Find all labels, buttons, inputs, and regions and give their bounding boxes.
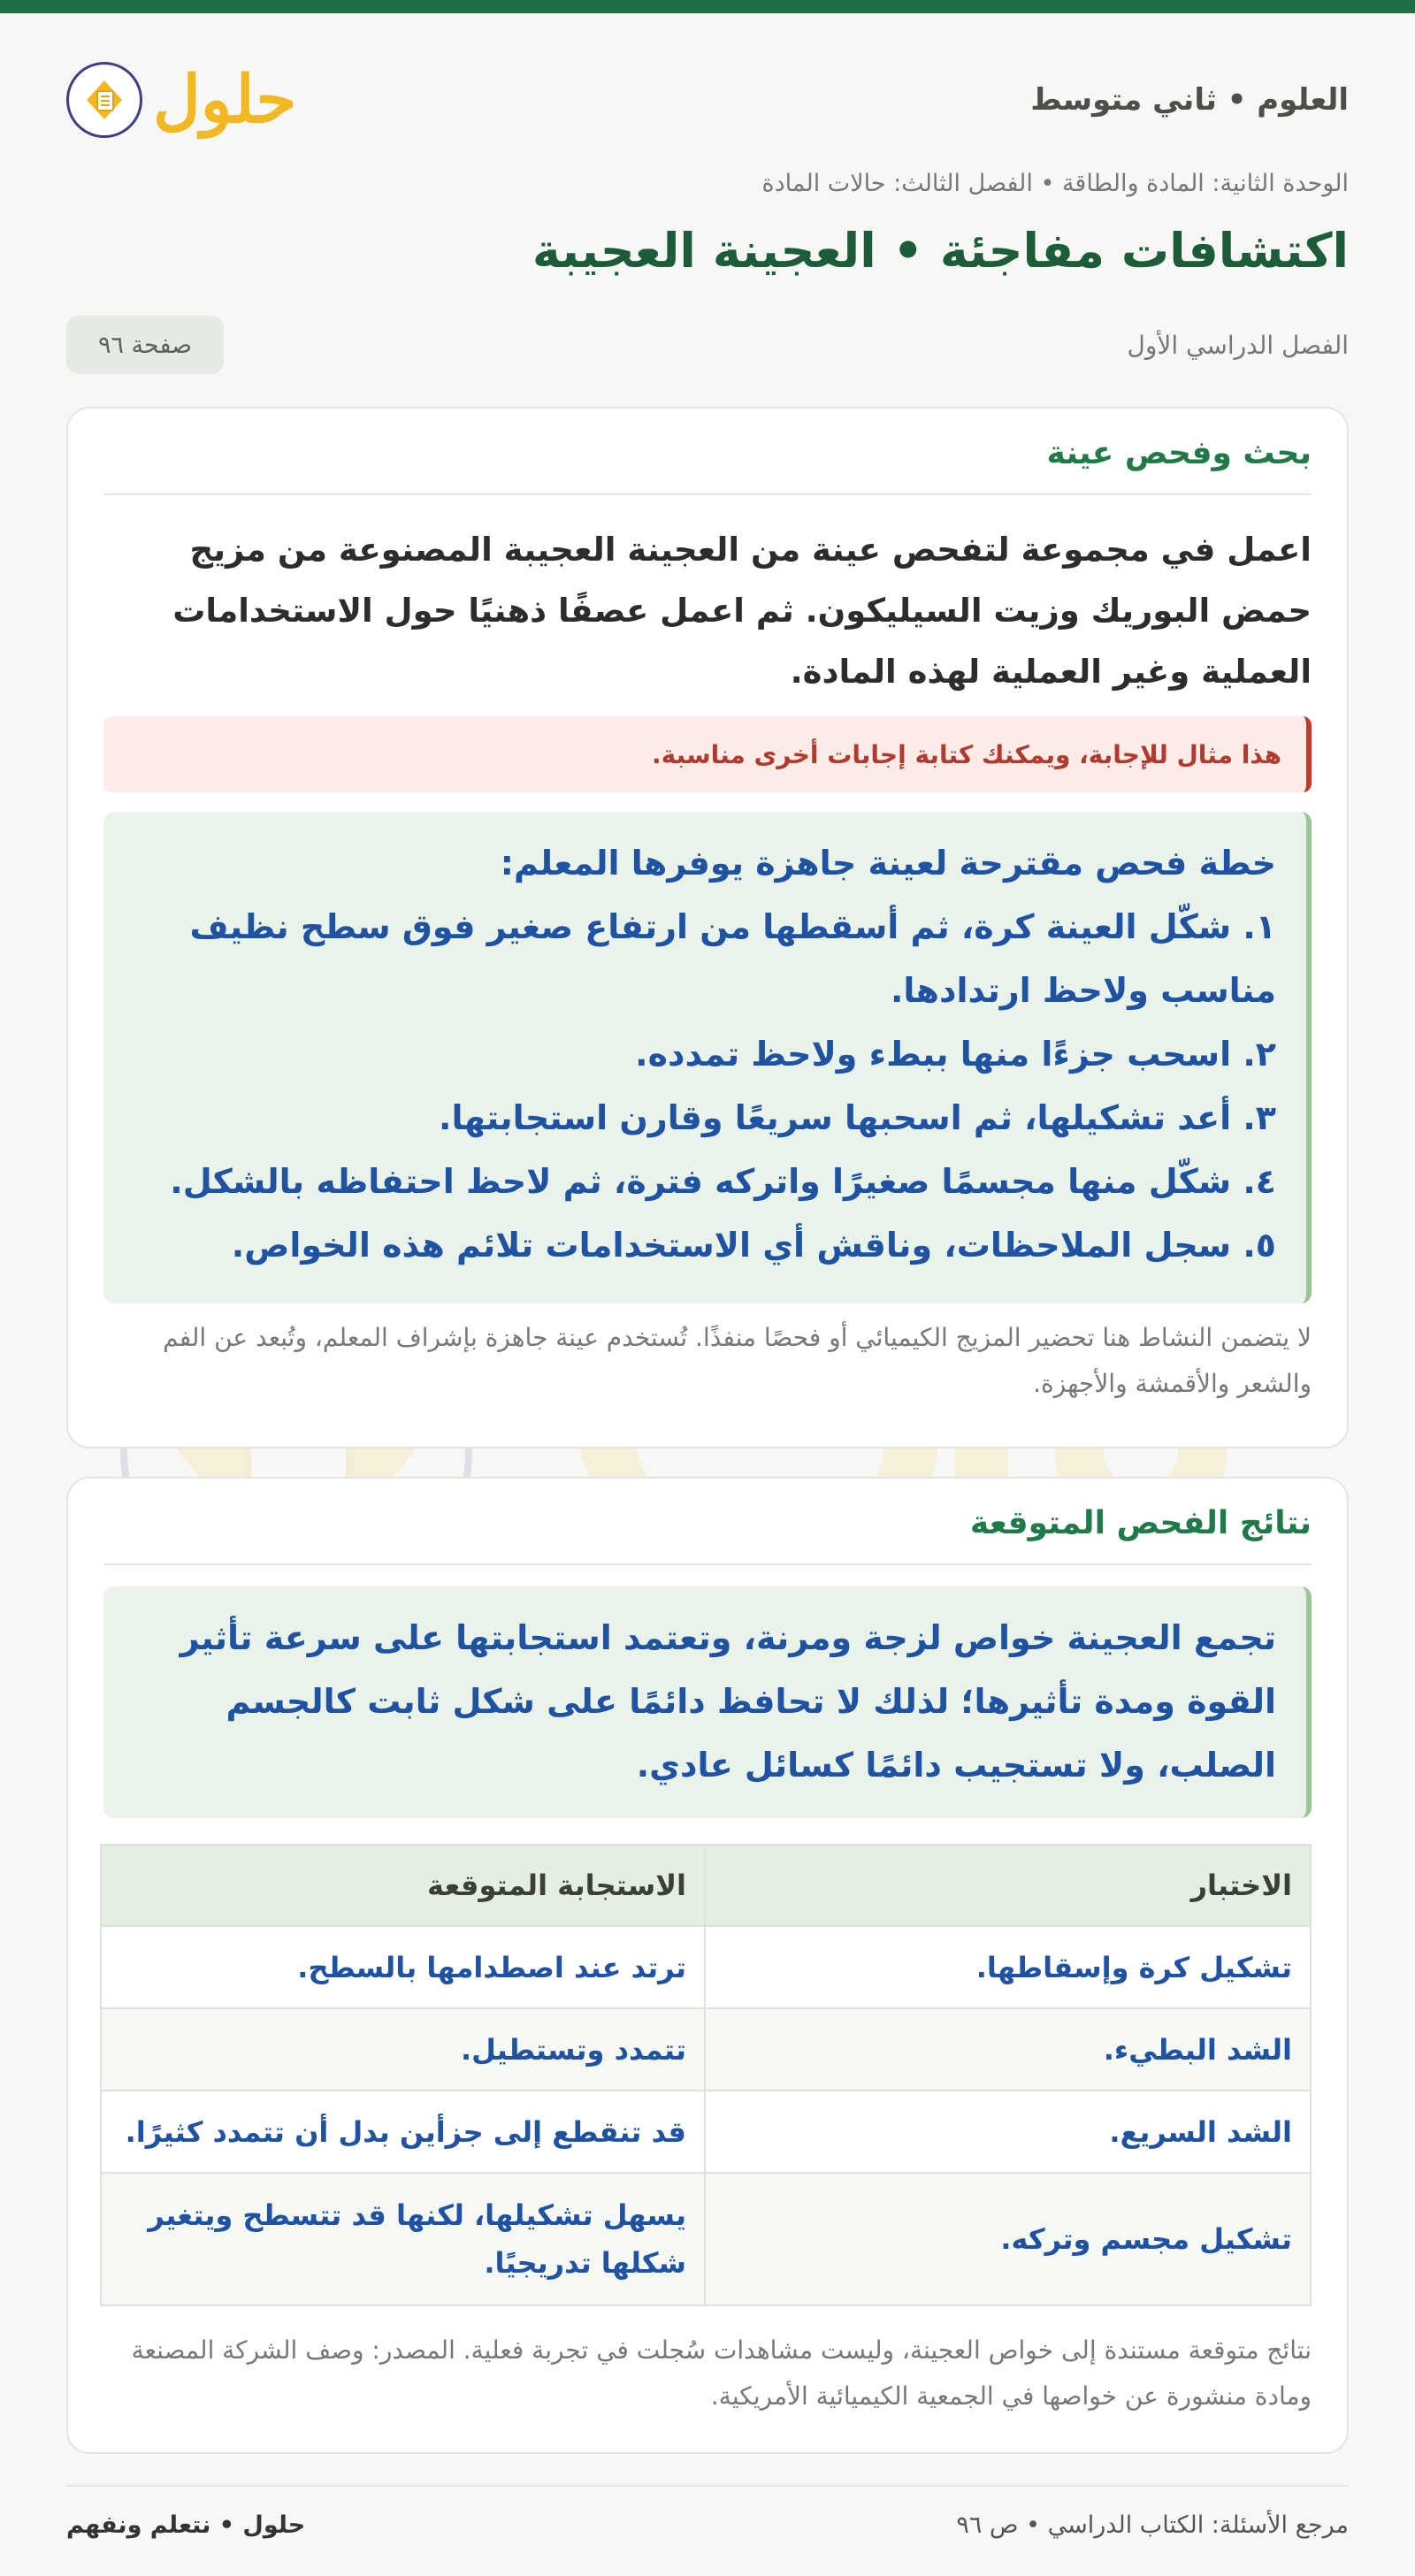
table-row: [101, 1926, 1311, 2008]
table-row: [101, 2091, 1311, 2173]
page-number-badge: صفحة ٩٦: [66, 316, 224, 374]
table-cell: الشد البطيء.: [705, 2008, 1311, 2091]
logo-wordmark: حلول: [153, 61, 297, 138]
book-icon: [66, 62, 142, 138]
plan-step: ٣. أعد تشكيلها، ثم اسحبها سريعًا وقارن استجابتها.: [439, 1098, 1276, 1137]
table-header: الاختبار: [705, 1845, 1311, 1926]
results-table: [100, 1844, 1312, 2306]
footer-brand[interactable]: حلول • نتعلم ونفهم: [66, 2511, 306, 2539]
table-cell: تشكيل مجسم وتركه.: [705, 2173, 1311, 2305]
hulul-logo[interactable]: [66, 62, 296, 138]
table-row: [101, 2008, 1311, 2091]
section-divider: [103, 1563, 1312, 1565]
results-summary: تجمع العجينة خواص لزجة ومرنة، وتعتمد استجابتها على سرعة تأثير القوة ومدة تأثيرها؛ لذلك لا تحافظ دائمًا على شكل ثابت كالجسم الصلب، ولا تستجيب دائمًا كسائل عادي.: [180, 1618, 1276, 1785]
page-title: اكتشافات مفاجئة • العجينة العجيبة: [532, 223, 1349, 279]
table-cell: تتمدد وتستطيل.: [101, 2008, 705, 2091]
source-caption: نتائج متوقعة مستندة إلى خواص العجينة، وليست مشاهدات سُجلت في تجربة فعلية. المصدر: وصف الشركة المصنعة ومادة منشورة عن خواصها في الجمعية الكيميائية الأمريكية.: [131, 2335, 1312, 2411]
results-summary-box: [103, 1586, 1312, 1818]
answer-box: [103, 812, 1312, 1303]
plan-step: ٤. شكّل منها مجسمًا صغيرًا واتركه فترة، ثم لاحظ احتفاظه بالشكل.: [170, 1162, 1276, 1201]
section-title: بحث وفحص عينة: [1046, 435, 1312, 471]
safety-caption: لا يتضمن النشاط هنا تحضير المزيج الكيميائي أو فحصًا منفذًا. تُستخدم عينة جاهزة بإشراف المعلم، وتُبعد عن الفم والشعر والأقمشة والأجهزة.: [163, 1323, 1312, 1398]
subject-label: العلوم • ثاني متوسط: [1030, 81, 1349, 118]
unit-breadcrumb: الوحدة الثانية: المادة والطاقة • الفصل الثالث: حالات المادة: [761, 170, 1349, 197]
footer-divider: [66, 2485, 1349, 2487]
table-header-row: [101, 1845, 1311, 1926]
plan-title: خطة فحص مقترحة لعينة جاهزة يوفرها المعلم:: [500, 844, 1276, 883]
top-accent-bar: [0, 0, 1415, 13]
plan-step: ٥. سجل الملاحظات، وناقش أي الاستخدامات تلائم هذه الخواص.: [231, 1226, 1276, 1265]
table-header: الاستجابة المتوقعة: [101, 1845, 705, 1926]
table-row: [101, 2173, 1311, 2305]
page-header: [66, 49, 1349, 150]
semester-label: الفصل الدراسي الأول: [1127, 331, 1349, 360]
plan-step: ٢. اسحب جزءًا منها ببطء ولاحظ تمدده.: [635, 1035, 1276, 1074]
results-section-card: [66, 1477, 1349, 2454]
answer-note: هذا مثال للإجابة، ويمكنك كتابة إجابات أخرى مناسبة.: [103, 716, 1312, 792]
section-divider: [103, 493, 1312, 495]
research-section-card: [66, 407, 1349, 1449]
section-title: نتائج الفحص المتوقعة: [969, 1505, 1312, 1541]
table-cell: يسهل تشكيلها، لكنها قد تتسطح ويتغير شكلها تدريجيًا.: [101, 2173, 705, 2305]
footer-reference: مرجع الأسئلة: الكتاب الدراسي • ص ٩٦: [956, 2511, 1349, 2539]
question-prompt: اعمل في مجموعة لتفحص عينة من العجينة العجيبة المصنوعة من مزيج حمض البوريك وزيت السيليكون. ثم اعمل عصفًا ذهنيًا حول الاستخدامات العملية وغير العملية لهذه المادة.: [172, 531, 1312, 691]
table-cell: قد تنقطع إلى جزأين بدل أن تتمدد كثيرًا.: [101, 2091, 705, 2173]
table-cell: الشد السريع.: [705, 2091, 1311, 2173]
plan-step: ١. شكّل العينة كرة، ثم أسقطها من ارتفاع صغير فوق سطح نظيف مناسب ولاحظ ارتدادها.: [189, 907, 1276, 1010]
table-cell: ترتد عند اصطدامها بالسطح.: [101, 1926, 705, 2008]
table-cell: تشكيل كرة وإسقاطها.: [705, 1926, 1311, 2008]
